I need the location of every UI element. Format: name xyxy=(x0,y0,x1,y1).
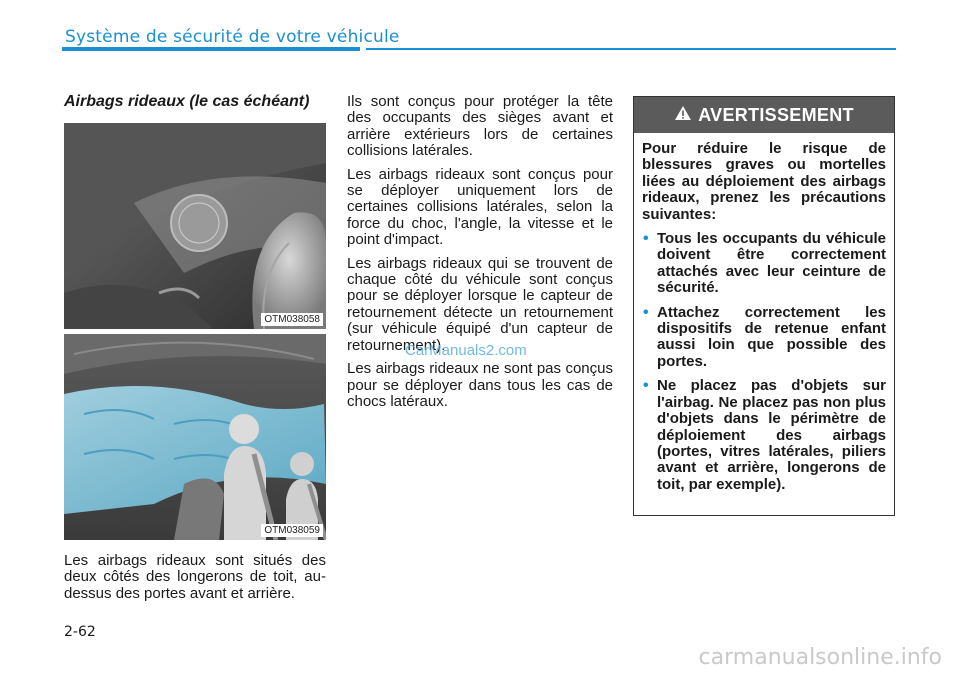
section-title: Airbags rideaux (le cas échéant) xyxy=(64,93,310,110)
left-paragraph: Les airbags rideaux sont situés des deux côtés des longerons de toit, au-dessus des portes avant et arrière. xyxy=(64,552,326,602)
warning-header xyxy=(634,97,894,133)
photo-label: OTM038059 xyxy=(261,524,323,537)
watermark-middle: CarManuals2.com xyxy=(405,342,527,359)
warning-item: • Ne placez pas d'objets sur l'airbag. Ne placez pas non plus d'objets dans le périmètre de déploiement des airbags (portes, vitres latérales, piliers avant et arrière, longerons de toit, par exemple). xyxy=(642,378,886,493)
photo-airbag-label xyxy=(64,123,326,329)
paragraph: Ils sont conçus pour protéger la tête des occupants des sièges avant et arrière extérieurs lors de certaines collisions latérales. xyxy=(347,93,613,160)
page-number: 2-62 xyxy=(64,624,96,640)
header-rule-thin xyxy=(366,48,896,50)
warning-intro: Pour réduire le risque de blessures graves ou mortelles liées au déploiement des airbags rideaux, prenez les précautions suivantes: xyxy=(642,140,886,223)
warning-box xyxy=(633,96,895,516)
paragraph: Les airbags rideaux sont conçus pour se déployer uniquement lors de certaines collisions latérales, selon la force du choc, l'angle, la vitesse et le point d'impact. xyxy=(347,165,613,249)
header-rule-thick xyxy=(62,47,360,51)
middle-column xyxy=(347,94,613,417)
warning-body xyxy=(634,133,894,493)
warning-triangle-icon xyxy=(674,105,692,126)
watermark-bottom: carmanualsonline.info xyxy=(698,645,942,670)
photo-airbag-deployment xyxy=(64,334,326,540)
warning-item: • Tous les occupants du véhicule doivent être correctement attachés avec leur ceinture de sécurité. xyxy=(642,231,886,297)
warning-item: • Attachez correctement les dispositifs de retenue enfant aussi loin que possible des portes. xyxy=(642,305,886,371)
paragraph: Les airbags rideaux qui se trouvent de chaque côté du véhicule sont conçus pour se déployer lorsque le capteur de retournement détecte un retournement (sur véhicule équipé d'un capteur de retournement). xyxy=(347,254,613,354)
warning-title: AVERTISSEMENT xyxy=(698,104,854,125)
header-title: Système de sécurité de votre véhicule xyxy=(65,27,400,47)
paragraph: Les airbags rideaux ne sont pas conçus pour se déployer dans tous les cas de chocs latéraux. xyxy=(347,360,613,410)
photo-label: OTM038058 xyxy=(261,313,323,326)
warning-list xyxy=(642,231,886,493)
